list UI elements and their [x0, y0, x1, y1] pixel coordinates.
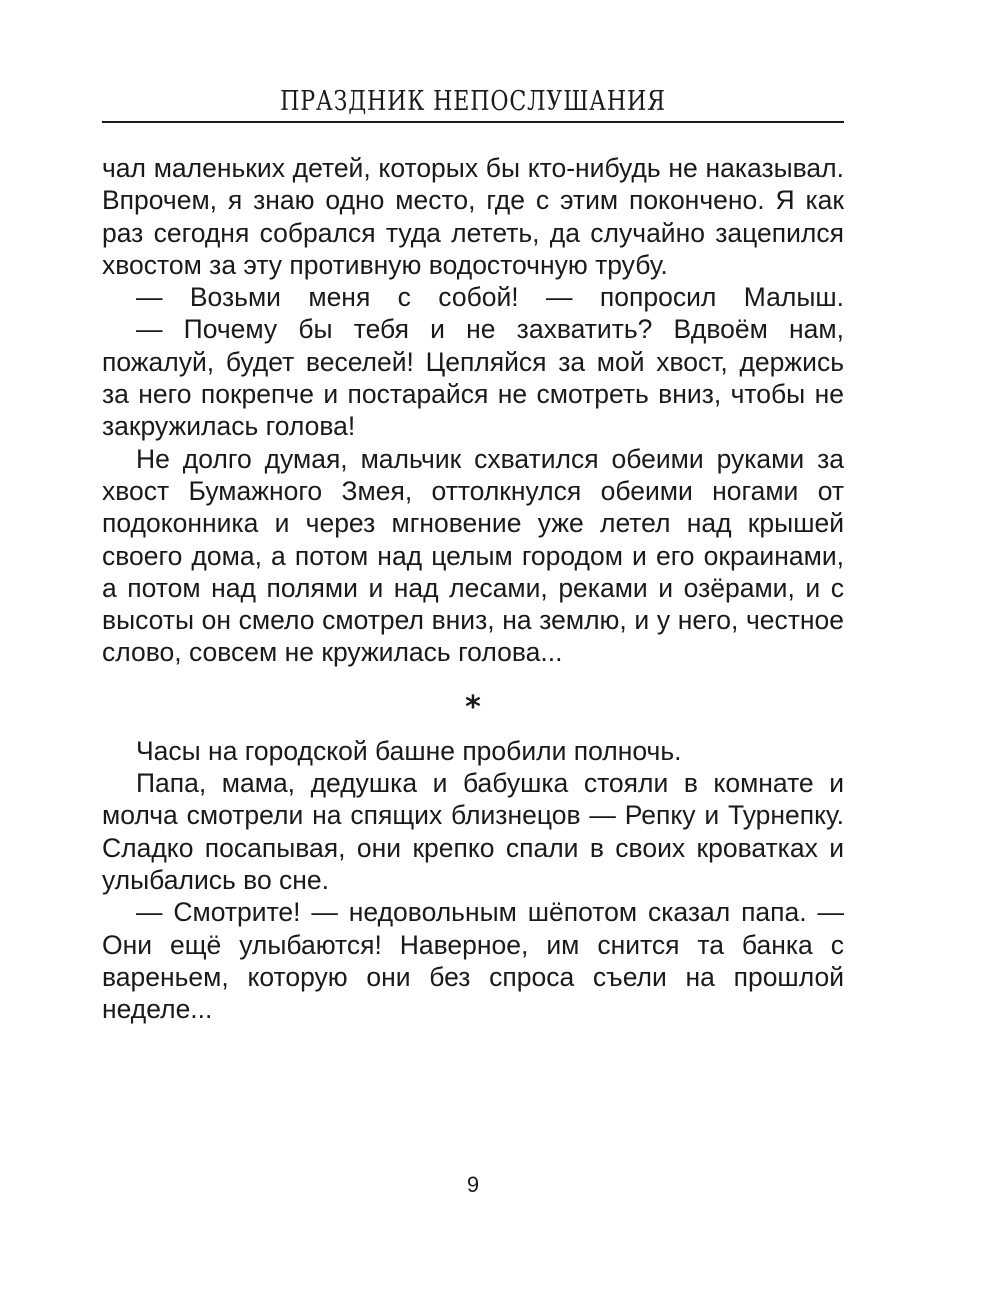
header-rule	[102, 121, 844, 123]
body-text	[102, 152, 844, 1025]
paragraph-6: Папа, мама, дедушка и бабушка стояли в комнате и молча смотрели на спящих близнецов — Репку и Турнепку. Сладко посапывая, они крепко спали в своих кроватках и улыбались во сне.	[102, 768, 844, 895]
paragraph-3: — Почему бы тебя и не захватить? Вдвоём нам, пожалуй, будет веселей! Цепляйся за мой хвост, держись за него покрепче и постарайся не смотреть вниз, чтобы не закружилась голова!	[102, 314, 844, 442]
paragraph-2: — Возьми меня с собой! — попросил Малыш.	[136, 282, 844, 313]
paragraph-5: Часы на городской башне пробили полночь.	[136, 735, 682, 766]
page-number: 9	[466, 1172, 480, 1197]
paragraph-1: чал маленьких детей, которых бы кто-нибудь не наказывал. Впрочем, я знаю одно место, где с этим покончено. Я как раз сегодня собрался туда лететь, да случайно зацепился хвостом за эту противную водосточную трубу.	[102, 153, 844, 280]
running-header: ПРАЗДНИК НЕПОСЛУШАНИЯ	[280, 86, 666, 117]
paragraph-4: Не долго думая, мальчик схватился обеими руками за хвост Бумажного Змея, оттолкнулся обеими ногами от подоконника и через мгновение уже летел над крышей своего дома, а потом над целым городом и его окраинами, а потом над полями и над лесами, реками и озёрами, и с высоты он смело смотрел вниз, на землю, и у него, честное слово, совсем не кружилась голова...	[102, 443, 844, 668]
section-break-asterisk: *	[465, 689, 481, 725]
paragraph-7: — Смотрите! — недовольным шёпотом сказал папа. — Они ещё улыбаются! Наверное, им снится та банка с вареньем, которую они без спроса съели на прошлой неделе...	[102, 897, 844, 1025]
